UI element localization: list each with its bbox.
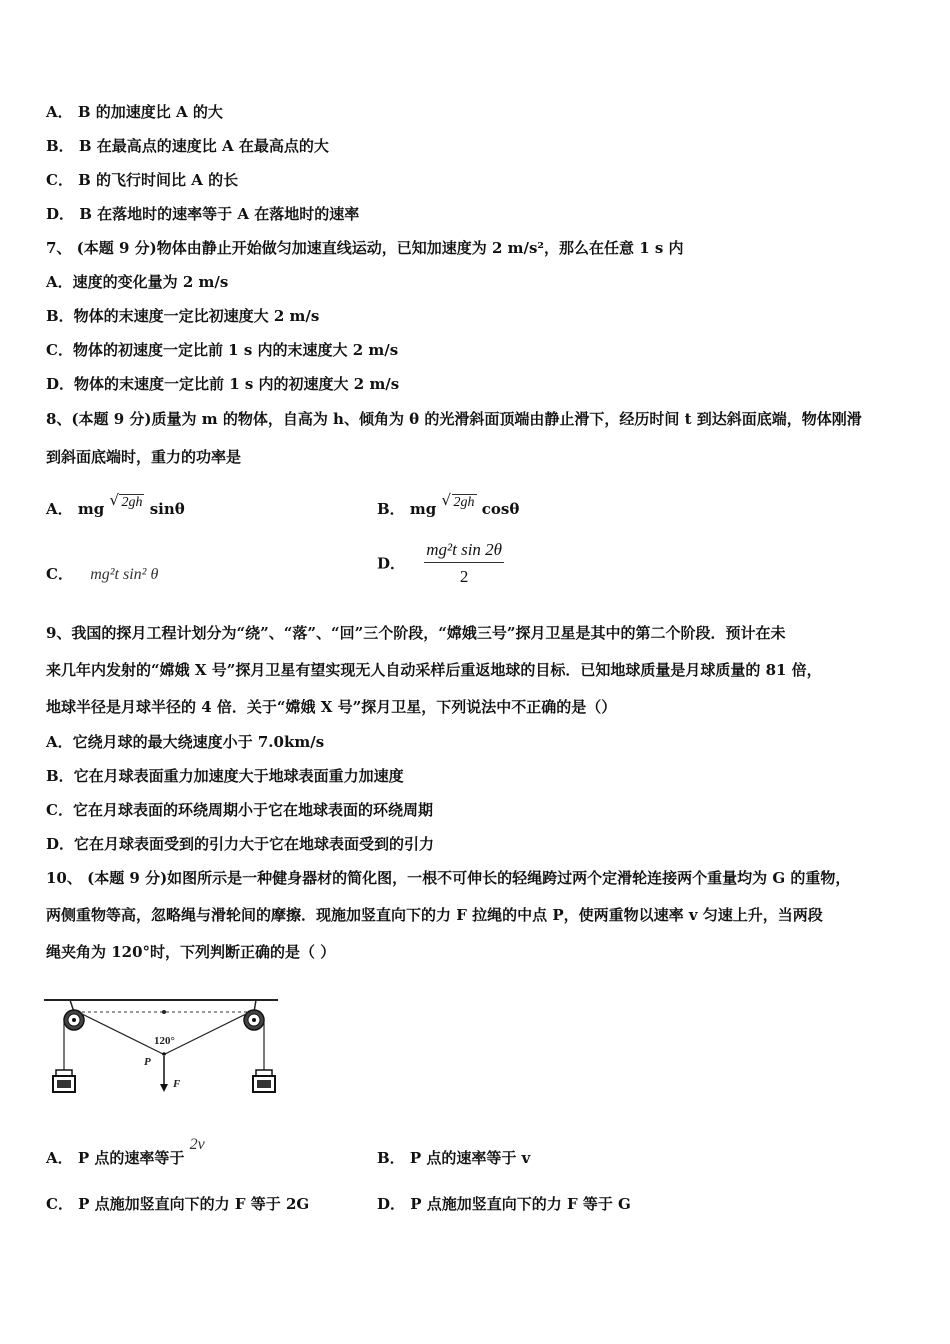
q8-option-a-post: sinθ bbox=[149, 500, 185, 518]
q9-option-c: C．它在月球表面的环绕周期小于它在地球表面的环绕周期 bbox=[46, 801, 433, 819]
q8-option-d-numerator: mg²t sin 2θ bbox=[424, 540, 504, 563]
right-weight bbox=[253, 1070, 275, 1092]
midpoint-dot bbox=[162, 1010, 166, 1014]
sqrt-symbol: √ 2gh bbox=[109, 491, 143, 510]
right-pulley bbox=[244, 1000, 264, 1030]
q7-option-d: D．物体的末速度一定比前 1 s 内的初速度大 2 m/s bbox=[46, 375, 400, 393]
q8-option-b-pre: mg bbox=[409, 500, 437, 518]
q8-option-d-fraction bbox=[424, 540, 504, 587]
q9-option-d: D．它在月球表面受到的引力大于它在地球表面受到的引力 bbox=[46, 835, 435, 853]
q8-option-d-denominator: 2 bbox=[459, 567, 469, 586]
q8-option-a-pre: mg bbox=[77, 500, 105, 518]
q9-stem-line2: 来几年内发射的“嫦娥 X 号”探月卫星有望实现无人自动采样后重返地球的目标．已知地球质量是月球质量的 81 倍， bbox=[46, 661, 822, 679]
q8-option-b-post: cosθ bbox=[481, 500, 520, 518]
q9-stem-line3: 地球半径是月球半径的 4 倍．关于“嫦娥 X 号”探月卫星，下列说法中不正确的是（） bbox=[46, 698, 617, 716]
q10-option-c: C． P 点施加竖直向下的力 F 等于 2G bbox=[46, 1195, 310, 1213]
q8-option-c-label: C． bbox=[46, 565, 73, 583]
point-p-dot bbox=[162, 1052, 166, 1056]
q6-option-b: B． B 在最高点的速度比 A 在最高点的大 bbox=[46, 137, 329, 155]
angle-label: 120° bbox=[154, 1035, 175, 1047]
q10-option-a-text: A． P 点的速率等于 bbox=[46, 1149, 185, 1167]
q7-option-c: C．物体的初速度一定比前 1 s 内的末速度大 2 m/s bbox=[46, 341, 399, 359]
left-pulley bbox=[64, 1000, 84, 1030]
q7-option-b: B．物体的末速度一定比初速度大 2 m/s bbox=[46, 307, 320, 325]
q8-option-b-radicand: 2gh bbox=[453, 495, 475, 510]
q9-stem-line1: 9、我国的探月工程计划分为“绕”、“落”、“回”三个阶段，“嫦娥三号”探月卫星是其中的第二个阶段．预计在未 bbox=[46, 624, 786, 642]
q10-option-a-expr: 2v bbox=[189, 1136, 205, 1153]
q8-option-a bbox=[46, 491, 185, 519]
q8-option-a-radicand: 2gh bbox=[121, 495, 143, 510]
q8-stem-line1: 8、(本题 9 分)质量为 m 的物体，自高为 h、倾角为 θ 的光滑斜面顶端由静止滑下，经历时间 t 到达斜面底端，物体刚滑 bbox=[46, 410, 862, 428]
q10-stem-line1: 10、 (本题 9 分)如图所示是一种健身器材的简化图，一根不可伸长的轻绳跨过两个定滑轮连接两个重量均为 G 的重物， bbox=[46, 869, 851, 887]
q6-option-a: A． B 的加速度比 A 的大 bbox=[46, 103, 223, 121]
q9-option-a: A．它绕月球的最大绕速度小于 7.0km/s bbox=[46, 733, 325, 751]
q8-stem-line2: 到斜面底端时，重力的功率是 bbox=[46, 448, 242, 466]
force-arrowhead bbox=[160, 1084, 168, 1092]
left-weight bbox=[53, 1070, 75, 1092]
q8-option-c-expr: mg²t sin² θ bbox=[90, 566, 159, 583]
q8-option-b bbox=[377, 491, 519, 519]
q8-option-b-label: B． bbox=[377, 500, 405, 518]
q10-stem-line2: 两侧重物等高，忽略绳与滑轮间的摩擦．现施加竖直向下的力 F 拉绳的中点 P，使两重物以速率 v 匀速上升，当两段 bbox=[46, 906, 823, 924]
point-p-label: P bbox=[144, 1056, 151, 1068]
q8-option-d bbox=[377, 540, 504, 587]
q8-option-c bbox=[46, 564, 158, 585]
q10-option-a bbox=[46, 1136, 205, 1169]
sqrt-symbol: √ 2gh bbox=[441, 491, 475, 510]
pulley-diagram bbox=[44, 992, 278, 1100]
q10-option-d: D． P 点施加竖直向下的力 F 等于 G bbox=[377, 1195, 631, 1213]
q6-option-d: D． B 在落地时的速率等于 A 在落地时的速率 bbox=[46, 205, 360, 223]
rope-left bbox=[78, 1012, 163, 1054]
q10-option-b: B． P 点的速率等于 v bbox=[377, 1149, 531, 1167]
force-label: F bbox=[173, 1078, 181, 1090]
q8-option-a-label: A． bbox=[46, 500, 73, 518]
q7-option-a: A．速度的变化量为 2 m/s bbox=[46, 273, 229, 291]
q8-option-d-label: D． bbox=[377, 554, 406, 573]
q6-option-c: C． B 的飞行时间比 A 的长 bbox=[46, 171, 239, 189]
rope-right bbox=[165, 1012, 250, 1054]
q10-stem-line3: 绳夹角为 120°时，下列判断正确的是（ ） bbox=[46, 943, 336, 961]
q9-option-b: B．它在月球表面重力加速度大于地球表面重力加速度 bbox=[46, 767, 404, 785]
q7-stem: 7、 (本题 9 分)物体由静止开始做匀加速直线运动，已知加速度为 2 m/s²，那么在任意 1 s 内 bbox=[46, 239, 684, 257]
